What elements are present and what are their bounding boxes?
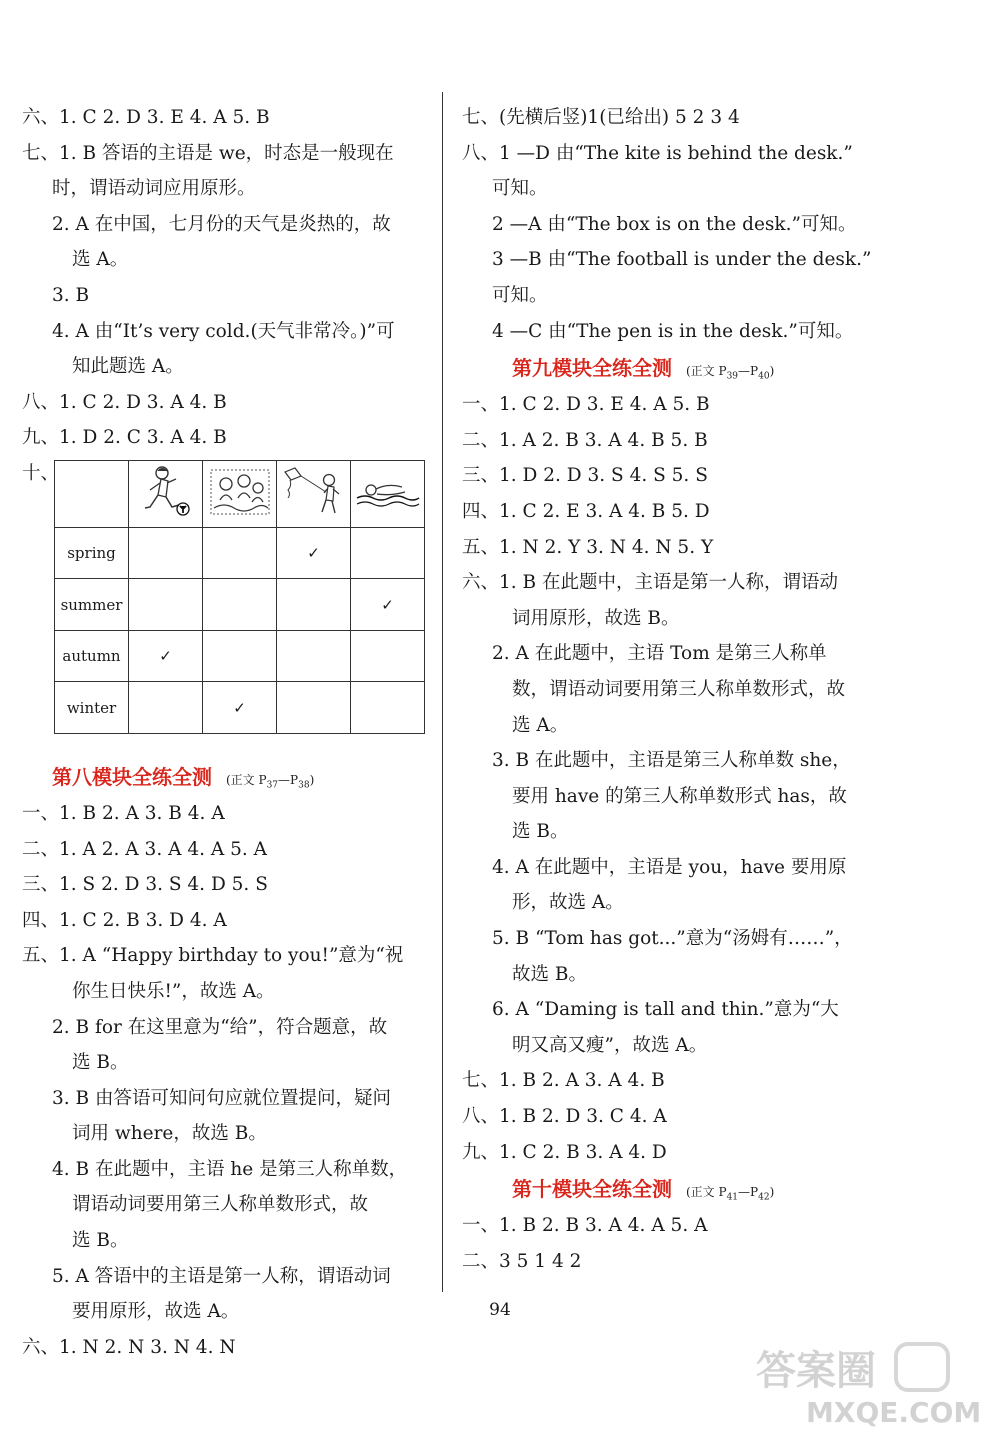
svg-text:答案圈: 答案圈 bbox=[756, 1348, 876, 1394]
textbook-page-ref: (正文 $P_{41}—P_{42}$) bbox=[686, 1185, 775, 1203]
answer-line: 可知。 bbox=[492, 284, 548, 306]
answer-line: 八、1. B 2. D 3. C 4. A bbox=[462, 1106, 667, 1128]
textbook-page-ref: (正文 $P_{37}—P_{38}$) bbox=[226, 772, 315, 791]
answer-line: 5. A 答语中的主语是第一人称，谓语动词 bbox=[52, 1265, 391, 1287]
check-cell bbox=[203, 630, 277, 682]
children-playing-icon bbox=[203, 460, 277, 527]
season-label: autumn bbox=[55, 630, 129, 682]
answer-line: 4. A 在此题中，主语是 you，have 要用原 bbox=[492, 856, 847, 878]
section-title: 第九模块全练全测 bbox=[512, 356, 672, 381]
check-cell bbox=[351, 682, 425, 734]
answer-line: 词用 where，故选 B。 bbox=[72, 1123, 267, 1145]
answer-line: 二、1. A 2. A 3. A 4. A 5. A bbox=[22, 838, 267, 860]
check-cell: ✓ bbox=[277, 527, 351, 579]
answer-line: 3. B 由答语可知问句应就位置提问，疑问 bbox=[52, 1087, 392, 1109]
answer-line: 2. A 在中国，七月份的天气是炎热的，故 bbox=[52, 213, 391, 235]
answer-line: 5. B “Tom has got...”意为“汤姆有……”， bbox=[492, 928, 853, 950]
section-heading-module-10 bbox=[462, 1170, 882, 1208]
answer-line: 选 A。 bbox=[512, 714, 569, 736]
check-cell bbox=[203, 579, 277, 631]
answer-line: 4. B 在此题中，主语 he 是第三人称单数， bbox=[52, 1158, 408, 1180]
answer-line: 一、1. B 2. B 3. A 4. A 5. A bbox=[462, 1215, 708, 1237]
check-cell bbox=[277, 630, 351, 682]
answer-line: 七、1. B 2. A 3. A 4. B bbox=[462, 1070, 665, 1092]
table-row bbox=[55, 630, 425, 682]
check-cell bbox=[129, 527, 203, 579]
swimmer-icon bbox=[351, 460, 425, 527]
answer-line: 2 —A 由“The box is on the desk.”可知。 bbox=[492, 213, 857, 235]
section-heading-module-8 bbox=[22, 758, 430, 796]
answer-line: 九、1. D 2. C 3. A 4. B bbox=[22, 427, 227, 449]
answer-line: 二、3 5 1 4 2 bbox=[462, 1250, 582, 1272]
watermark-logo bbox=[746, 1340, 986, 1430]
check-cell bbox=[129, 682, 203, 734]
check-cell bbox=[351, 630, 425, 682]
answer-line: 数，谓语动词要用第三人称单数形式，故 bbox=[512, 678, 846, 700]
answer-line: 六、1. B 在此题中，主语是第一人称，谓语动 bbox=[462, 572, 839, 594]
answer-line: 可知。 bbox=[492, 178, 548, 200]
section-heading-module-9 bbox=[462, 349, 882, 387]
answer-line: 一、1. B 2. A 3. B 4. A bbox=[22, 802, 225, 824]
answer-line: 六、1. C 2. D 3. E 4. A 5. B bbox=[22, 107, 270, 128]
answer-line: 谓语动词要用第三人称单数形式，故 bbox=[72, 1194, 369, 1216]
answer-line: 七、1. B 答语的主语是 we，时态是一般现在 bbox=[22, 142, 394, 164]
answer-line: 三、1. D 2. D 3. S 4. S 5. S bbox=[462, 465, 708, 487]
answer-line: 五、1. N 2. Y 3. N 4. N 5. Y bbox=[462, 536, 714, 558]
answer-line: 4 —C 由“The pen is in the desk.”可知。 bbox=[492, 320, 854, 342]
season-label: winter bbox=[55, 682, 129, 734]
table-row bbox=[55, 579, 425, 631]
kite-flying-boy-icon bbox=[277, 460, 351, 527]
check-cell bbox=[351, 527, 425, 579]
right-column bbox=[462, 100, 882, 1279]
check-cell bbox=[277, 682, 351, 734]
answer-line: 要用 have 的第三人称单数形式 has，故 bbox=[512, 785, 847, 807]
table-question-label: 十、 bbox=[22, 462, 60, 484]
answer-line: 3. B bbox=[52, 284, 90, 306]
answer-line: 一、1. C 2. D 3. E 4. A 5. B bbox=[462, 394, 710, 416]
answer-line: 3. B 在此题中，主语是第三人称单数 she， bbox=[492, 750, 851, 772]
left-answers-bottom bbox=[22, 796, 430, 1366]
left-answers-top bbox=[22, 100, 430, 456]
check-cell: ✓ bbox=[129, 630, 203, 682]
season-activity-table-block bbox=[22, 456, 430, 758]
answer-line: 选 B。 bbox=[72, 1052, 129, 1074]
answer-line: 明又高又瘦”，故选 A。 bbox=[512, 1034, 708, 1056]
section-title: 第十模块全练全测 bbox=[512, 1177, 672, 1202]
svg-text:MXQE.COM: MXQE.COM bbox=[806, 1396, 982, 1429]
answer-line: 3 —B 由“The football is under the desk.” bbox=[492, 249, 872, 271]
table-row bbox=[55, 527, 425, 579]
season-activity-table bbox=[54, 460, 425, 734]
page-number: 94 bbox=[489, 1300, 511, 1320]
answer-line: 四、1. C 2. B 3. D 4. A bbox=[22, 909, 227, 931]
answer-line: 你生日快乐!”，故选 A。 bbox=[72, 980, 275, 1002]
answer-line: 6. A “Daming is tall and thin.”意为“大 bbox=[492, 999, 839, 1021]
answer-line: 七、(先横后竖)1(已给出) 5 2 3 4 bbox=[462, 107, 740, 128]
textbook-page-ref: (正文 $P_{39}—P_{40}$) bbox=[686, 364, 775, 382]
table-corner-cell bbox=[55, 460, 129, 527]
answer-line: 时，谓语动词应用原形。 bbox=[52, 178, 256, 200]
answer-line: 选 B。 bbox=[512, 821, 569, 843]
answer-line: 九、1. C 2. B 3. A 4. D bbox=[462, 1141, 667, 1163]
answer-line: 2. A 在此题中，主语 Tom 是第三人称单 bbox=[492, 643, 827, 665]
check-cell bbox=[203, 527, 277, 579]
answer-line: 词用原形，故选 B。 bbox=[512, 607, 680, 629]
answer-line: 四、1. C 2. E 3. A 4. B 5. D bbox=[462, 500, 710, 522]
answer-line: 4. A 由“It’s very cold.(天气非常冷。)”可 bbox=[52, 320, 395, 342]
answer-line: 八、1 —D 由“The kite is behind the desk.” bbox=[462, 142, 853, 164]
season-label: spring bbox=[55, 527, 129, 579]
season-label: summer bbox=[55, 579, 129, 631]
section-title: 第八模块全练全测 bbox=[52, 764, 212, 789]
answer-line: 知此题选 A。 bbox=[72, 356, 184, 378]
answer-line: 选 B。 bbox=[72, 1230, 129, 1252]
table-picture-row bbox=[55, 460, 425, 527]
right-answers-top bbox=[462, 100, 882, 349]
answer-line: 二、1. A 2. B 3. A 4. B 5. B bbox=[462, 429, 708, 451]
answer-line: 五、1. A “Happy birthday to you!”意为“祝 bbox=[22, 945, 404, 967]
left-column bbox=[22, 100, 430, 1365]
right-answers-bottom bbox=[462, 1208, 882, 1279]
answer-line: 选 A。 bbox=[72, 249, 129, 271]
check-cell: ✓ bbox=[351, 579, 425, 631]
table-row bbox=[55, 682, 425, 734]
answer-line: 三、1. S 2. D 3. S 4. D 5. S bbox=[22, 874, 268, 896]
check-cell: ✓ bbox=[203, 682, 277, 734]
right-answers-middle bbox=[462, 387, 882, 1170]
answer-line: 六、1. N 2. N 3. N 4. N bbox=[22, 1336, 236, 1358]
answer-line: 八、1. C 2. D 3. A 4. B bbox=[22, 391, 227, 413]
answer-line: 故选 B。 bbox=[512, 963, 587, 985]
check-cell bbox=[129, 579, 203, 631]
answer-line: 2. B for 在这里意为“给”，符合题意，故 bbox=[52, 1016, 388, 1038]
answer-line: 要用原形，故选 A。 bbox=[72, 1301, 240, 1323]
check-cell bbox=[277, 579, 351, 631]
column-divider bbox=[442, 92, 443, 1292]
soccer-player-icon bbox=[129, 460, 203, 527]
answer-line: 形，故选 A。 bbox=[512, 892, 624, 914]
